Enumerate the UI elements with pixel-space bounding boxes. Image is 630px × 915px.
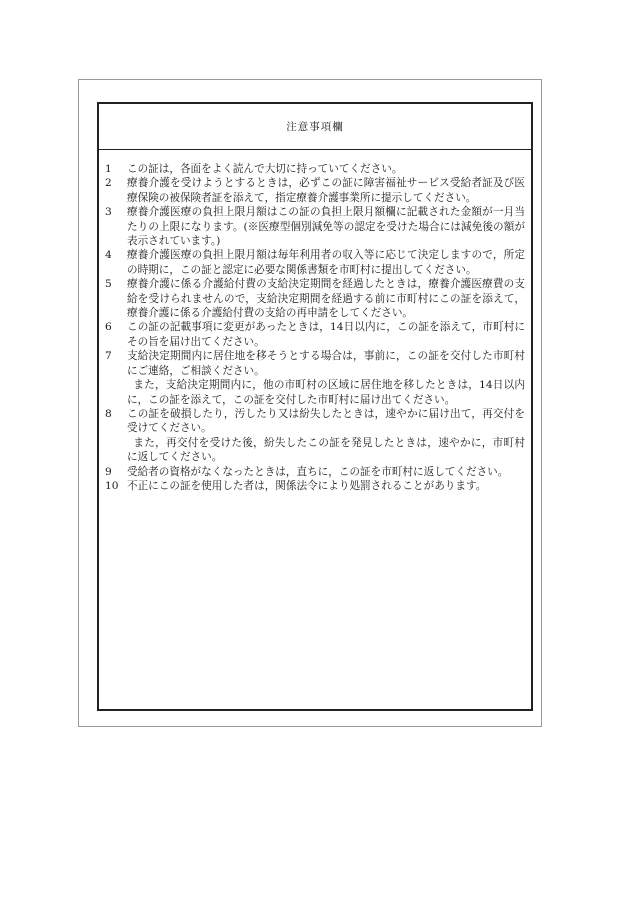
note-item-1 [105, 162, 525, 176]
note-item-9 [105, 465, 525, 479]
notice-title: 注意事項欄 [286, 121, 344, 133]
note-item-6 [105, 320, 525, 349]
note-number: 10 [105, 479, 119, 492]
note-number: 5 [105, 278, 112, 291]
note-number: 1 [105, 163, 112, 175]
note-continuation-7: また，支給決定期間内に，他の市町村の区域に居住地を移したときは，14日以内に，この証を添えて，この証を交付した市町村に届け出てください。 [127, 379, 525, 406]
note-text: 不正にこの証を使用した者は，関係法令により処罰されることがあります。 [127, 479, 487, 492]
notice-list [99, 150, 531, 493]
note-item-5 [105, 277, 525, 320]
note-item-8 [105, 407, 525, 436]
note-number: 6 [105, 321, 112, 334]
notice-box [97, 102, 533, 711]
note-text: 療養介護医療の負担上限月額はこの証の負担上限月額欄に記載された金額が一月当たりの上限になります。(※医療型個別減免等の認定を受けた場合には減免後の額が表示されています。) [127, 206, 525, 248]
note-number: 7 [105, 350, 112, 363]
note-text: 支給決定期間内に居住地を移そうとする場合は，事前に，この証を交付した市町村にご連絡，ご相談ください。 [127, 350, 525, 377]
note-text: 療養介護医療の負担上限月額は毎年利用者の収入等に応じて決定しますので，所定の時期に，この証と認定に必要な関係書類を市町村に提出してください。 [127, 249, 525, 276]
note-item-4 [105, 248, 525, 277]
note-text: この証の記載事項に変更があったときは，14日以内に，この証を添えて，市町村にその旨を届け出てください。 [127, 321, 525, 348]
note-number: 4 [105, 249, 112, 262]
note-text: この証は，各面をよく読んで大切に持っていてください。 [127, 163, 403, 175]
note-text: この証を破損したり，汚したり又は紛失したときは，速やかに届け出て，再交付を受けてください。 [127, 407, 525, 435]
notice-header [99, 104, 531, 150]
note-number: 8 [105, 407, 112, 420]
note-text: 受給者の資格がなくなったときは，直ちに，この証を市町村に返してください。 [127, 465, 509, 478]
note-text: 療養介護に係る介護給付費の支給決定期間を経過したときは，療養介護医療費の支給を受けられませんので，支給決定期間を経過する前に市町村にこの証を添えて，療養介護に係る介護給付費の支給の再申請をしてください。 [127, 278, 525, 320]
note-item-10 [105, 479, 525, 493]
note-number: 3 [105, 206, 112, 219]
note-number: 2 [105, 177, 112, 190]
note-continuation-8: また，再交付を受けた後，紛失したこの証を発見したときは，速やかに，市町村に返してください。 [127, 436, 525, 464]
note-text: 療養介護を受けようとするときは，必ずこの証に障害福祉サービス受給者証及び医療保険の被保険者証を添えて，指定療養介護事業所に提示してください。 [127, 177, 525, 204]
note-item-3 [105, 205, 525, 248]
note-item-2 [105, 176, 525, 205]
note-item-7 [105, 349, 525, 378]
note-number: 9 [105, 465, 112, 478]
